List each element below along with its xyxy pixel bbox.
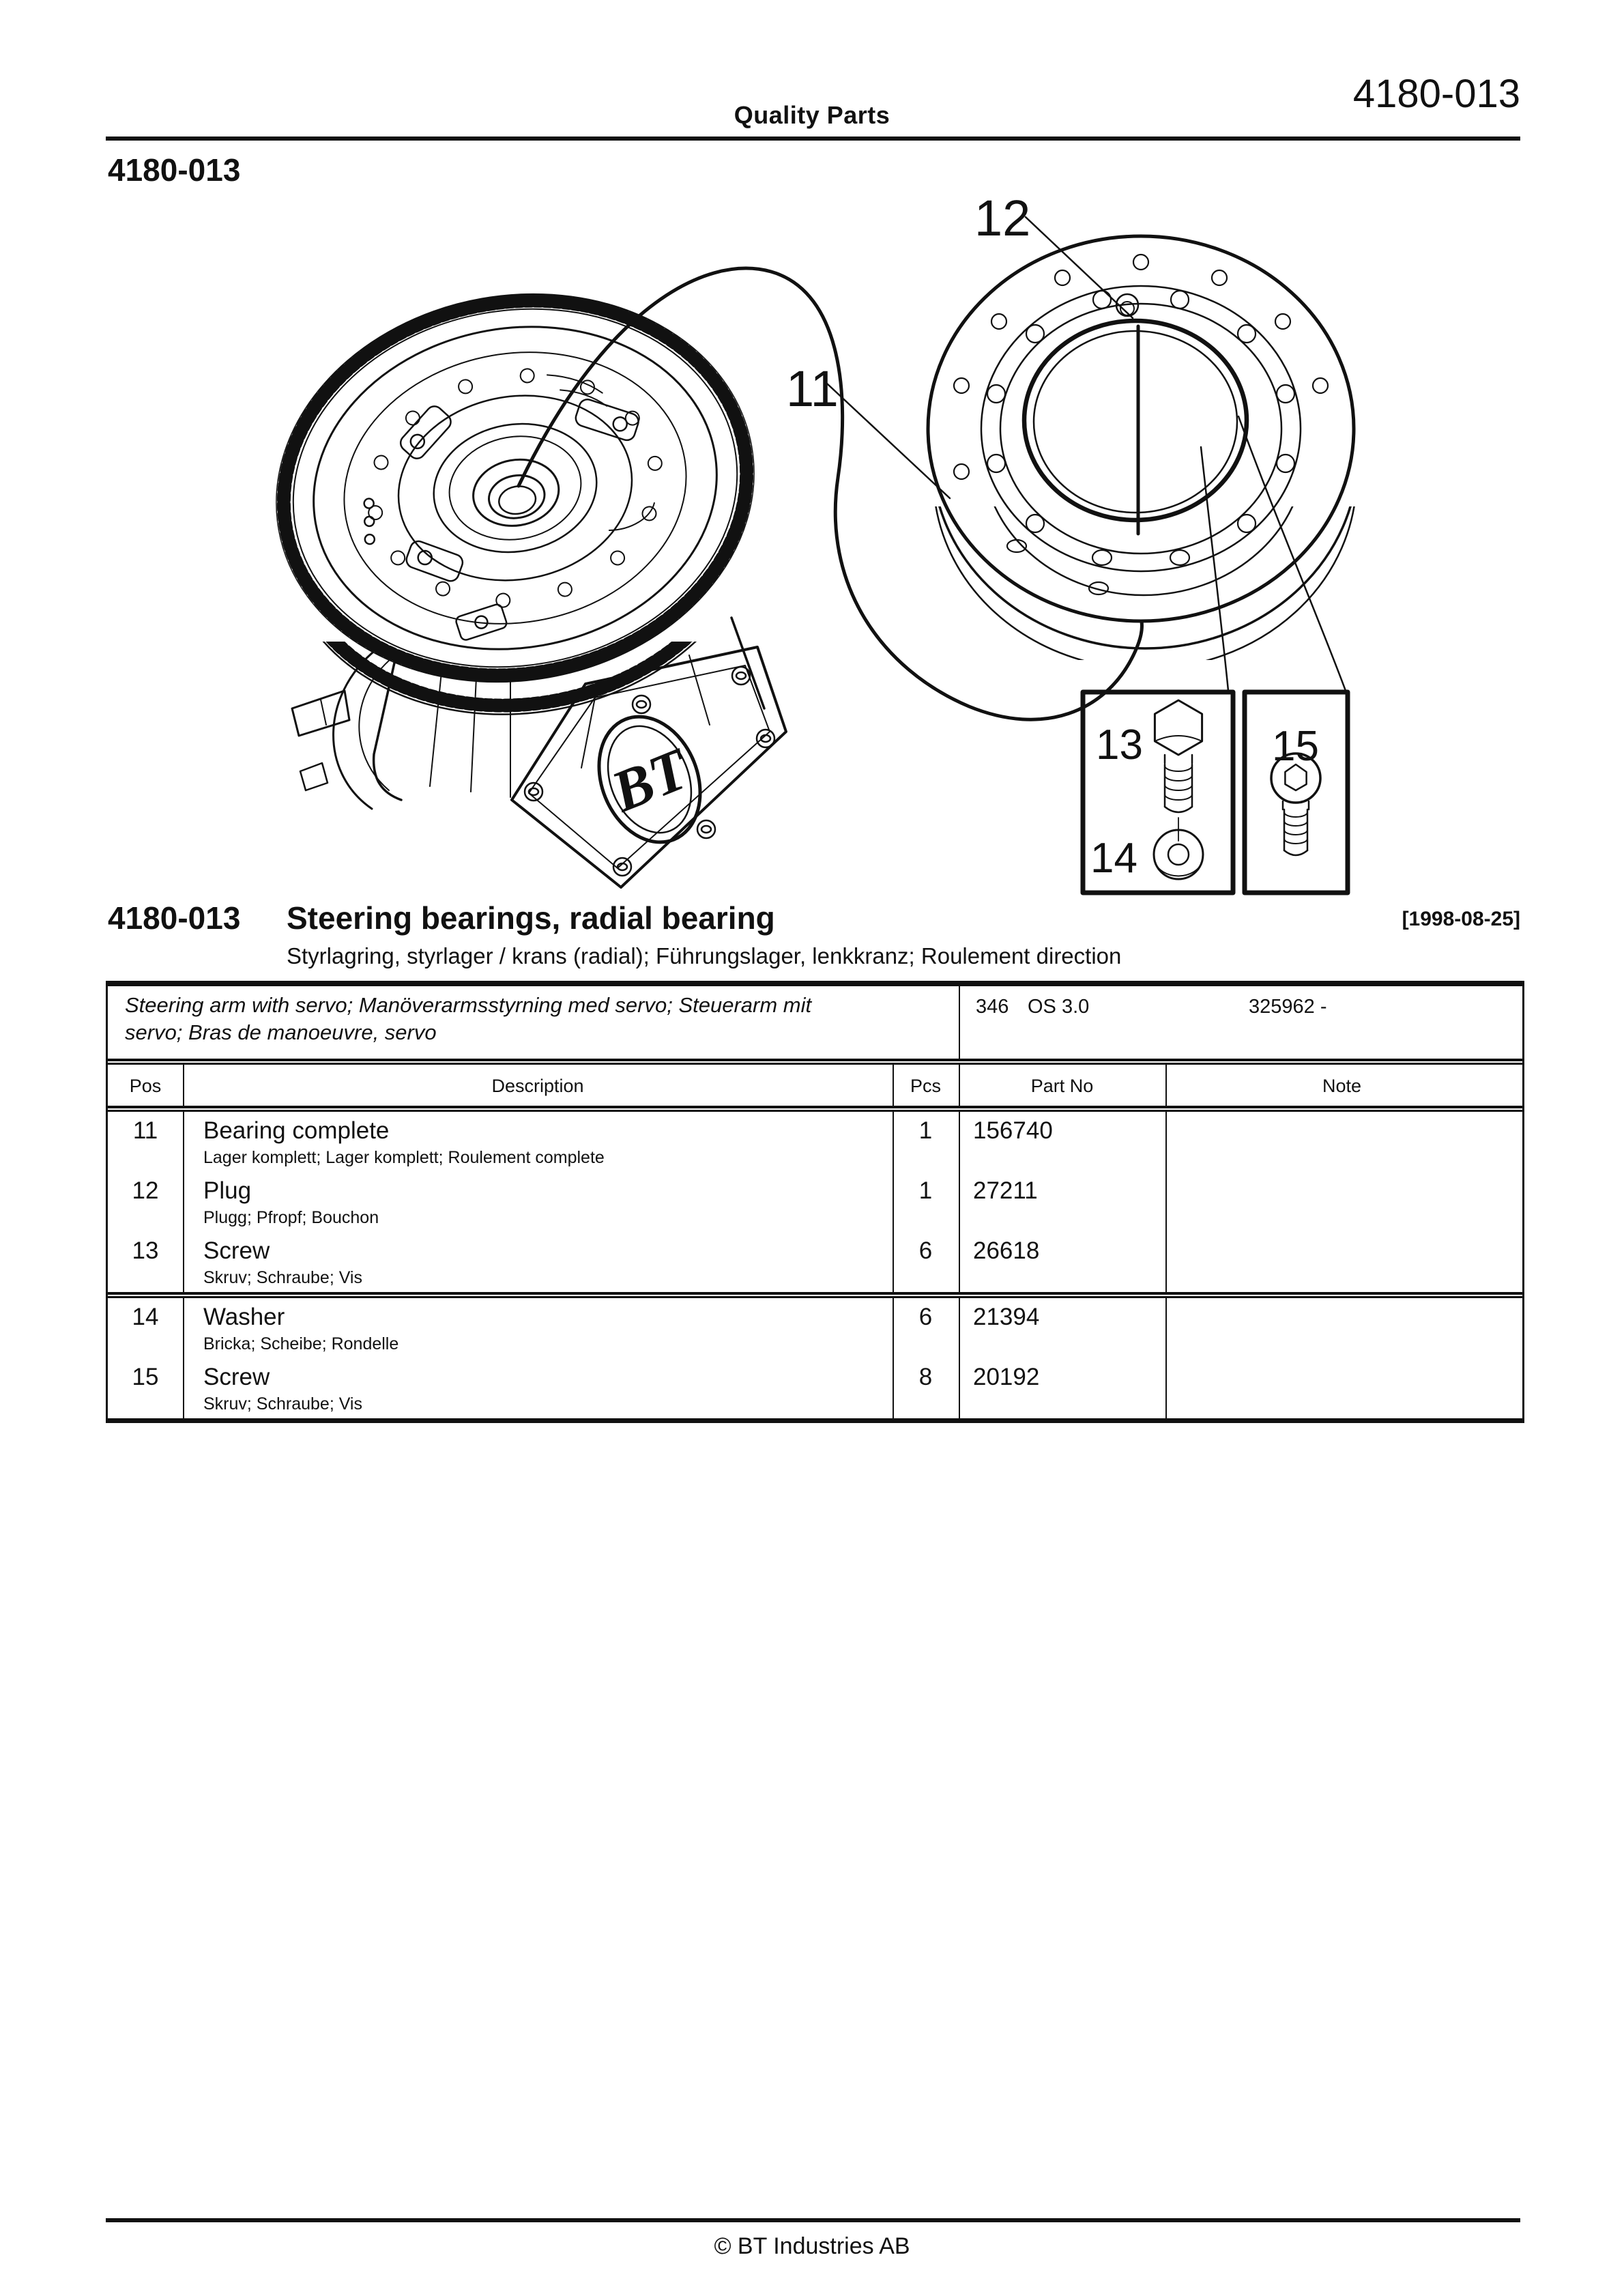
exploded-view-drawing — [0, 184, 1624, 908]
row-pcs: 6 — [918, 1237, 933, 1264]
row-pcs: 1 — [918, 1117, 933, 1144]
row-description: Screw — [203, 1364, 270, 1390]
col-header-description: Description — [491, 1076, 584, 1096]
variant-serial-range: 325962 - — [1249, 996, 1327, 1018]
revision-date: [1998-08-25] — [1402, 908, 1520, 930]
table-separator — [108, 1292, 1522, 1298]
row-part-no: 26618 — [973, 1237, 1040, 1264]
row-description: Bearing complete — [203, 1117, 390, 1144]
row-part-no: 21394 — [973, 1304, 1040, 1330]
row-pcs: 1 — [918, 1177, 933, 1204]
row-pos: 15 — [132, 1364, 159, 1390]
footer-copyright: © BT Industries AB — [714, 2233, 910, 2259]
row-description-alt: Skruv; Schraube; Vis — [203, 1394, 362, 1414]
hex-bolt-icon — [1155, 700, 1202, 841]
variant-description-line2: servo; Bras de manoeuvre, servo — [125, 1020, 437, 1044]
variant-type-code: 346 — [976, 996, 1009, 1018]
table-row — [108, 1112, 1522, 1172]
header-rule — [106, 137, 1520, 141]
row-description-alt: Skruv; Schraube; Vis — [203, 1268, 362, 1287]
row-pos: 11 — [132, 1117, 158, 1144]
row-group-1 — [108, 1112, 1522, 1292]
table-row — [108, 1298, 1522, 1358]
table-row — [108, 1172, 1522, 1232]
row-part-no: 156740 — [973, 1117, 1053, 1144]
page-title: Steering bearings, radial bearing — [287, 900, 775, 936]
header-title: Quality Parts — [734, 101, 890, 129]
row-description-alt: Plugg; Pfropf; Bouchon — [203, 1208, 379, 1227]
variant-row — [108, 986, 1522, 1059]
variant-model: OS 3.0 — [1028, 996, 1090, 1018]
table-separator — [108, 1059, 1522, 1065]
table-row — [108, 1232, 1522, 1292]
row-part-no: 20192 — [973, 1364, 1040, 1390]
bt-logo-text: BT — [603, 735, 697, 825]
col-header-pos: Pos — [129, 1076, 162, 1096]
callout-12: 12 — [974, 190, 1031, 246]
col-header-part-no: Part No — [1030, 1076, 1094, 1096]
row-description: Plug — [203, 1177, 252, 1204]
radial-bearing-ring — [928, 236, 1358, 669]
callout-11: 11 — [786, 360, 839, 417]
row-description-alt: Bricka; Scheibe; Rondelle — [203, 1334, 399, 1353]
row-pos: 12 — [132, 1177, 159, 1204]
row-part-no: 27211 — [973, 1177, 1038, 1204]
callout-15: 15 — [1272, 723, 1319, 770]
title-code: 4180-013 — [108, 900, 241, 936]
callout-14: 14 — [1090, 835, 1137, 882]
bt-logo — [581, 702, 719, 858]
table-row — [108, 1358, 1522, 1418]
row-description: Washer — [203, 1304, 285, 1330]
callout-13: 13 — [1096, 721, 1143, 769]
row-pos: 13 — [132, 1237, 159, 1264]
variant-description-line1: Steering arm with servo; Manöverarmsstyrning med servo; Steuerarm mit — [125, 993, 812, 1017]
row-pos: 14 — [132, 1304, 159, 1330]
row-group-2 — [108, 1298, 1522, 1418]
parts-table — [106, 981, 1524, 1423]
row-pcs: 8 — [918, 1364, 933, 1390]
steering-gear-wheel — [245, 257, 785, 719]
table-header-row — [108, 1065, 1522, 1106]
row-description-alt: Lager komplett; Lager komplett; Roulement complete — [203, 1148, 605, 1167]
col-header-note: Note — [1322, 1076, 1362, 1096]
section-code: 4180-013 — [108, 152, 241, 188]
col-header-pcs: Pcs — [910, 1076, 941, 1096]
header-page-code: 4180-013 — [1352, 72, 1520, 116]
table-separator — [108, 1106, 1522, 1112]
title-translations: Styrlagring, styrlager / krans (radial); Führungslager, lenkkranz; Roulement direction — [287, 943, 1122, 968]
footer-rule — [106, 2218, 1520, 2222]
row-pcs: 6 — [918, 1304, 933, 1330]
row-description: Screw — [203, 1237, 270, 1264]
